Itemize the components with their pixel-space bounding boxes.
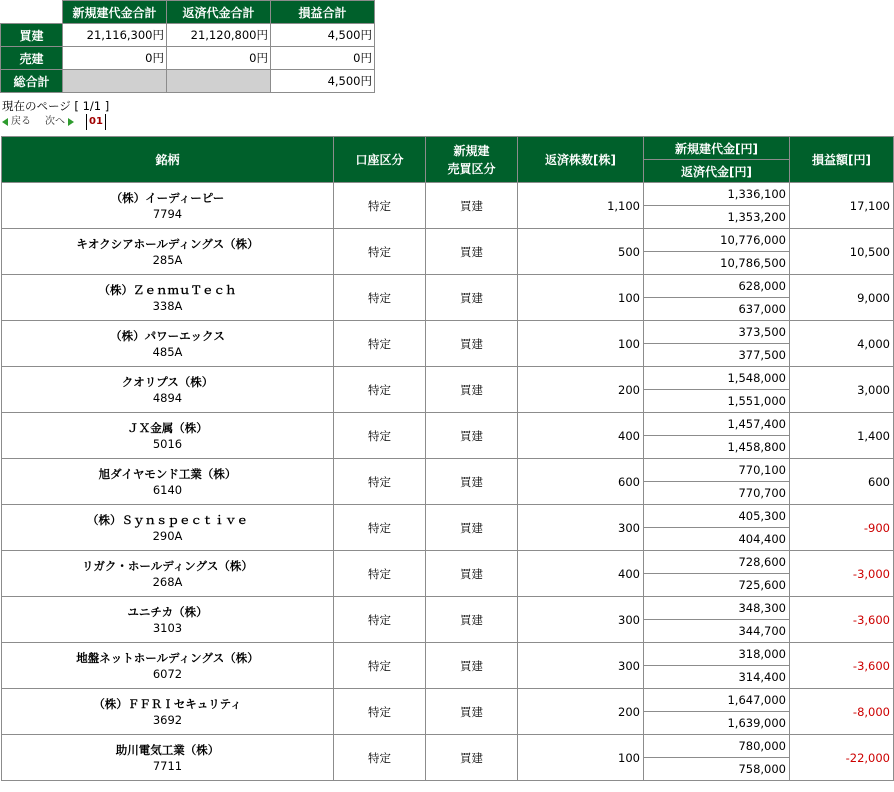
summary-header-repay-total: 返済代金合計 — [167, 1, 271, 24]
table-body — [2, 183, 894, 781]
summary-header-row — [1, 1, 375, 24]
trade-type: 買建 — [426, 551, 518, 597]
stock-name[interactable]: 地盤ネットホールディングス（株） — [76, 650, 259, 665]
trade-type: 買建 — [426, 413, 518, 459]
summary-header-pl-total: 損益合計 — [271, 1, 375, 24]
repay-amount: 10,786,500 — [644, 252, 790, 275]
table-row — [2, 505, 894, 528]
account-type: 特定 — [334, 321, 426, 367]
stock-name-cell — [2, 413, 334, 459]
profit-loss: 1,400 — [790, 413, 894, 459]
stock-code: 6072 — [152, 666, 183, 681]
repay-quantity: 600 — [518, 459, 644, 505]
summary-pl-value: 4,500円 — [271, 70, 375, 93]
stock-name[interactable]: ユニチカ（株） — [127, 604, 208, 619]
repay-quantity: 400 — [518, 551, 644, 597]
positions-table — [1, 136, 894, 781]
stock-name[interactable]: リガク・ホールディングス（株） — [82, 558, 253, 573]
table-row — [2, 551, 894, 574]
stock-name-cell — [2, 459, 334, 505]
summary-new-total-value: 0円 — [63, 47, 167, 70]
new-amount: 1,457,400 — [644, 413, 790, 436]
trade-type: 買建 — [426, 367, 518, 413]
header-trade-type: 新規建 売買区分 — [426, 137, 518, 183]
stock-code: 3692 — [152, 712, 183, 727]
repay-quantity: 300 — [518, 597, 644, 643]
table-row — [2, 459, 894, 482]
account-type: 特定 — [334, 551, 426, 597]
account-type: 特定 — [334, 413, 426, 459]
summary-empty-cell — [63, 70, 167, 93]
stock-name-cell — [2, 367, 334, 413]
summary-row-label: 買建 — [1, 24, 63, 47]
triangle-right-icon — [68, 118, 74, 126]
repay-amount: 637,000 — [644, 298, 790, 321]
stock-name-cell — [2, 735, 334, 781]
profit-loss: 9,000 — [790, 275, 894, 321]
header-account-type: 口座区分 — [334, 137, 426, 183]
summary-new-total-value: 21,116,300円 — [63, 24, 167, 47]
new-amount: 348,300 — [644, 597, 790, 620]
repay-quantity: 500 — [518, 229, 644, 275]
repay-amount: 377,500 — [644, 344, 790, 367]
account-type: 特定 — [334, 689, 426, 735]
stock-name-cell — [2, 229, 334, 275]
new-amount: 10,776,000 — [644, 229, 790, 252]
stock-name[interactable]: 旭ダイヤモンド工業（株） — [98, 466, 237, 481]
summary-empty-cell — [167, 70, 271, 93]
repay-quantity: 400 — [518, 413, 644, 459]
table-row — [2, 321, 894, 344]
header-profit-loss: 損益額[円] — [790, 137, 894, 183]
page-info: 現在のページ [ 1/1 ] — [2, 99, 110, 113]
summary-row-sell — [1, 47, 375, 70]
stock-name-cell — [2, 551, 334, 597]
summary-row-label: 総合計 — [1, 70, 63, 93]
summary-repay-total-value: 21,120,800円 — [167, 24, 271, 47]
table-row — [2, 229, 894, 252]
repay-amount: 1,639,000 — [644, 712, 790, 735]
repay-quantity: 200 — [518, 689, 644, 735]
repay-amount: 344,700 — [644, 620, 790, 643]
repay-amount: 770,700 — [644, 482, 790, 505]
new-amount: 780,000 — [644, 735, 790, 758]
table-row — [2, 735, 894, 758]
repay-amount: 1,353,200 — [644, 206, 790, 229]
repay-quantity: 200 — [518, 367, 644, 413]
new-amount: 770,100 — [644, 459, 790, 482]
stock-code: 268A — [152, 574, 183, 589]
account-type: 特定 — [334, 597, 426, 643]
summary-pl-value: 0円 — [271, 47, 375, 70]
table-header-row — [2, 137, 894, 160]
stock-name-cell — [2, 505, 334, 551]
stock-code: 290A — [152, 528, 183, 543]
new-amount: 1,647,000 — [644, 689, 790, 712]
repay-quantity: 100 — [518, 735, 644, 781]
pager-nav — [2, 114, 109, 130]
trade-type: 買建 — [426, 689, 518, 735]
table-row — [2, 689, 894, 712]
stock-code: 485A — [152, 344, 183, 359]
repay-quantity: 100 — [518, 275, 644, 321]
stock-code: 7711 — [152, 758, 183, 773]
trade-type: 買建 — [426, 643, 518, 689]
trade-type: 買建 — [426, 275, 518, 321]
table-row — [2, 367, 894, 390]
profit-loss: -3,000 — [790, 551, 894, 597]
new-amount: 373,500 — [644, 321, 790, 344]
profit-loss: 600 — [790, 459, 894, 505]
header-repay-amount: 返済代金[円] — [644, 160, 790, 183]
profit-loss: -8,000 — [790, 689, 894, 735]
repay-quantity: 1,100 — [518, 183, 644, 229]
trade-type: 買建 — [426, 459, 518, 505]
summary-repay-total-value: 0円 — [167, 47, 271, 70]
summary-row-buy — [1, 24, 375, 47]
stock-name-cell — [2, 597, 334, 643]
pager — [2, 98, 109, 130]
repay-amount: 758,000 — [644, 758, 790, 781]
account-type: 特定 — [334, 459, 426, 505]
profit-loss: -900 — [790, 505, 894, 551]
prev-page-link[interactable] — [2, 114, 31, 130]
profit-loss: -3,600 — [790, 597, 894, 643]
stock-name[interactable]: （株）Ｓｙｎｓｐｅｃｔｉｖｅ — [87, 512, 248, 527]
repay-amount: 1,458,800 — [644, 436, 790, 459]
new-amount: 1,336,100 — [644, 183, 790, 206]
table-row — [2, 413, 894, 436]
header-new-amount: 新規建代金[円] — [644, 137, 790, 160]
new-amount: 1,548,000 — [644, 367, 790, 390]
stock-code: 6140 — [152, 482, 183, 497]
stock-name-cell — [2, 643, 334, 689]
repay-amount: 404,400 — [644, 528, 790, 551]
summary-pl-value: 4,500円 — [271, 24, 375, 47]
stock-name[interactable]: （株）ＦＦＲＩセキュリティ — [93, 696, 242, 711]
stock-name[interactable]: （株）ＺｅｎｍｕＴｅｃｈ — [98, 282, 237, 297]
triangle-left-icon — [2, 118, 8, 126]
table-row — [2, 643, 894, 666]
next-page-link[interactable] — [45, 114, 74, 130]
repay-amount: 314,400 — [644, 666, 790, 689]
profit-loss: 10,500 — [790, 229, 894, 275]
new-amount: 405,300 — [644, 505, 790, 528]
profit-loss: -3,600 — [790, 643, 894, 689]
account-type: 特定 — [334, 643, 426, 689]
summary-corner — [1, 1, 63, 24]
account-type: 特定 — [334, 367, 426, 413]
account-type: 特定 — [334, 183, 426, 229]
table-row — [2, 183, 894, 206]
profit-loss: -22,000 — [790, 735, 894, 781]
trade-type: 買建 — [426, 229, 518, 275]
account-type: 特定 — [334, 735, 426, 781]
header-repay-quantity: 返済株数[株] — [518, 137, 644, 183]
trade-type: 買建 — [426, 183, 518, 229]
stock-name[interactable]: （株）イーディーピー — [110, 190, 225, 205]
table-row — [2, 597, 894, 620]
account-type: 特定 — [334, 505, 426, 551]
repay-quantity: 300 — [518, 643, 644, 689]
summary-table — [0, 0, 375, 93]
stock-code: 5016 — [152, 436, 183, 451]
profit-loss: 3,000 — [790, 367, 894, 413]
repay-amount: 1,551,000 — [644, 390, 790, 413]
header-stock-name: 銘柄 — [2, 137, 334, 183]
repay-quantity: 100 — [518, 321, 644, 367]
summary-header-new-total: 新規建代金合計 — [63, 1, 167, 24]
trade-type: 買建 — [426, 597, 518, 643]
trade-type: 買建 — [426, 321, 518, 367]
stock-name-cell — [2, 183, 334, 229]
new-amount: 318,000 — [644, 643, 790, 666]
profit-loss: 4,000 — [790, 321, 894, 367]
trade-type: 買建 — [426, 505, 518, 551]
next-page-label: 次へ — [45, 116, 65, 127]
summary-row-grand-total — [1, 70, 375, 93]
stock-code: 4894 — [152, 390, 183, 405]
prev-page-label: 戻る — [11, 116, 31, 127]
stock-name[interactable]: ＪＸ金属（株） — [127, 420, 208, 435]
table-row — [2, 275, 894, 298]
new-amount: 628,000 — [644, 275, 790, 298]
stock-name[interactable]: キオクシアホールディングス（株） — [76, 236, 259, 251]
stock-code: 338A — [152, 298, 183, 313]
stock-code: 3103 — [152, 620, 183, 635]
account-type: 特定 — [334, 275, 426, 321]
repay-amount: 725,600 — [644, 574, 790, 597]
account-type: 特定 — [334, 229, 426, 275]
stock-name[interactable]: （株）パワーエックス — [110, 328, 225, 343]
trade-type: 買建 — [426, 735, 518, 781]
profit-loss: 17,100 — [790, 183, 894, 229]
new-amount: 728,600 — [644, 551, 790, 574]
stock-name-cell — [2, 275, 334, 321]
stock-name[interactable]: 助川電気工業（株） — [115, 742, 220, 757]
stock-name[interactable]: クオリプス（株） — [121, 374, 214, 389]
stock-code: 7794 — [152, 206, 183, 221]
repay-quantity: 300 — [518, 505, 644, 551]
stock-name-cell — [2, 321, 334, 367]
summary-row-label: 売建 — [1, 47, 63, 70]
stock-code: 285A — [152, 252, 183, 267]
current-page-number[interactable]: 01 — [86, 114, 106, 130]
stock-name-cell — [2, 689, 334, 735]
